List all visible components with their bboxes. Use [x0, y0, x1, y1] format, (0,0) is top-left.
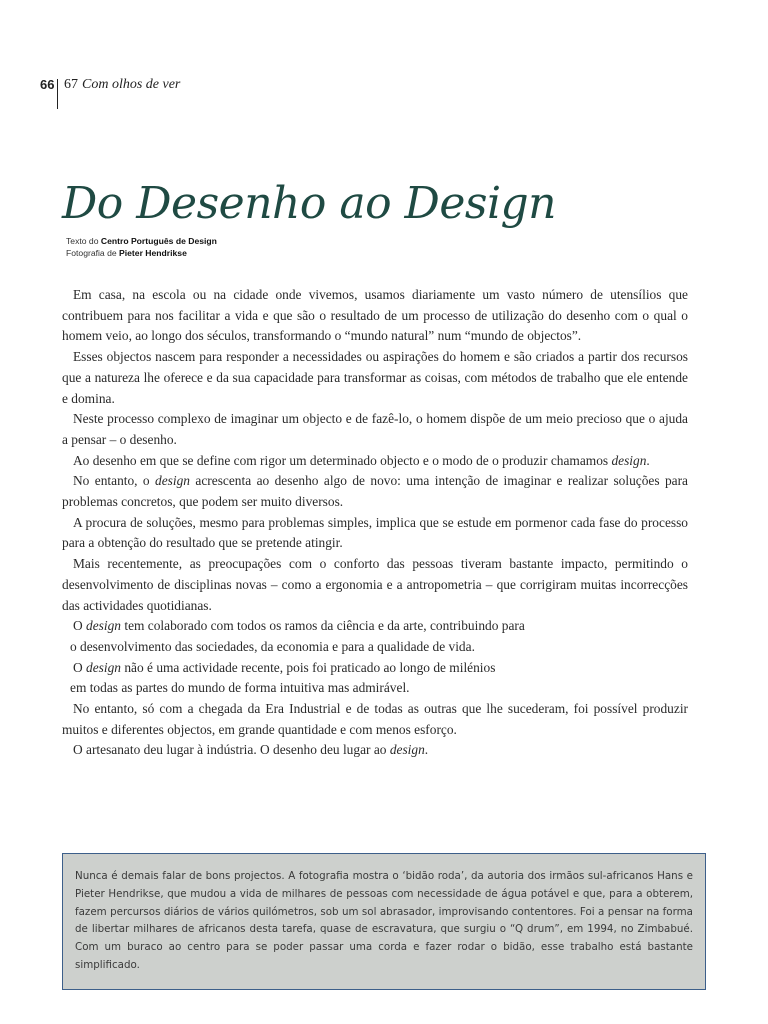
paragraph — [62, 409, 688, 450]
paragraph — [62, 699, 688, 740]
paragraph-emphasis: design — [86, 659, 121, 675]
paragraph-text: Ao desenho em que se define com rigor um determinado objecto e o modo de o produzir chamamos — [73, 452, 612, 468]
credit-text — [66, 235, 217, 247]
paragraph — [62, 678, 688, 699]
paragraph-emphasis: design — [155, 473, 191, 489]
paragraph-text: . — [424, 742, 429, 758]
paragraph-text: . — [646, 452, 650, 468]
photo-caption: Nunca é demais falar de bons projectos. A fotografia mostra o ‘bidão roda’, da autoria dos irmãos sul-africanos Hans e Pieter Hendrikse, que mudou a vida de milhares de pessoas com necessidade de água potável e que, para a obterem, fazem percursos diários de vários quilómetros, sob um sol abrasador, improvisando contentores. Foi a pensar na forma de libertar milhares de africanos desta tarefa, quase de escravatura, que surgiu o “Q drum”, em 1994, no Zimbabué. Com um buraco ao centro para se poder passar uma corda e fazer rodar o bidão, esse trabalho está bastante simplificado. — [75, 870, 693, 971]
credit-photo-prefix: Fotografia de — [66, 248, 120, 258]
paragraph-text: No entanto, só com a chegada da Era Industrial e de todas as outras que lhe sucederam, foi possível produzir muitos e diferentes objectos, em grande quantidade e com menos esforço. — [62, 701, 688, 737]
paragraph-text: No entanto, o — [73, 473, 156, 489]
folio-divider — [57, 79, 58, 109]
credit-text-prefix: Texto do — [66, 236, 101, 246]
paragraph — [62, 347, 688, 409]
paragraph — [62, 513, 688, 554]
paragraph-text: O — [73, 659, 87, 675]
paragraph — [62, 471, 688, 512]
credit-text-name: Centro Português de Design — [100, 236, 217, 246]
paragraph-text: A procura de soluções, mesmo para problemas simples, implica que se estude em pormenor cada fase do processo para a obtenção do resultado que se pretende atingir. — [62, 514, 688, 551]
paragraph-emphasis: design — [389, 742, 425, 758]
paragraph-text: O — [73, 618, 87, 634]
paragraph-text: não é uma actividade recente, pois foi praticado ao longo de milénios — [121, 659, 496, 675]
paragraph-text: acrescenta ao desenho algo de novo: uma intenção de imaginar e realizar soluções para problemas concretos, que podem ser muito diversos. — [62, 473, 689, 510]
paragraph — [62, 616, 688, 637]
paragraph — [62, 554, 688, 616]
paragraph — [62, 740, 688, 761]
article-title: Do Desenho ao Design — [62, 178, 557, 229]
paragraph-text: O artesanato deu lugar à indústria. O desenho deu lugar ao — [73, 742, 390, 758]
paragraph — [62, 285, 688, 347]
credit-photo — [66, 247, 217, 259]
photo-caption-box — [62, 853, 706, 990]
paragraph-text: Esses objectos nascem para responder a necessidades ou aspirações do homem e são criados a partir dos recursos que a natureza lhe oferece e da sua capacidade para transformar as coisas, com métodos de trabalho que ele entende e domina. — [62, 349, 688, 406]
section-name: Com olhos de ver — [82, 77, 181, 92]
page-number-left: 66 — [40, 77, 55, 92]
paragraph-text: Em casa, na escola ou na cidade onde vivemos, usamos diariamente um vasto número de utensílios que contribuem para nos facilitar a vida e que são o resultado de um processo de utilização do desenho com o qual o homem veio, ao longo dos séculos, transformando o “mundo natural” num “mundo de objectos”. — [62, 287, 688, 344]
paragraph-text: Mais recentemente, as preocupações com o conforto das pessoas tiveram bastante impacto, permitindo o desenvolvimento de disciplinas novas – como a ergonomia e a antropometria – que corrigiram muitas incorrecções das actividades quotidianas. — [62, 556, 688, 613]
paragraph-text: Neste processo complexo de imaginar um objecto e de fazê-lo, o homem dispõe de um meio precioso que o ajuda a pensar – o desenho. — [62, 411, 688, 447]
credit-photo-name: Pieter Hendrikse — [119, 248, 187, 258]
article-credits — [66, 235, 217, 259]
article-body — [62, 285, 688, 761]
paragraph — [62, 658, 688, 679]
paragraph-text: em todas as partes do mundo de forma intuitiva mas admirável. — [70, 680, 410, 696]
paragraph — [62, 637, 688, 658]
paragraph-emphasis: design — [86, 618, 121, 634]
paragraph-emphasis: design — [611, 452, 647, 468]
paragraph-text: o desenvolvimento das sociedades, da economia e para a qualidade de vida. — [70, 638, 475, 654]
paragraph — [62, 451, 688, 472]
page-number-right-group — [64, 77, 180, 93]
paragraph-text: tem colaborado com todos os ramos da ciência e da arte, contribuindo para — [121, 618, 525, 634]
page-number-right: 67 — [64, 77, 78, 92]
